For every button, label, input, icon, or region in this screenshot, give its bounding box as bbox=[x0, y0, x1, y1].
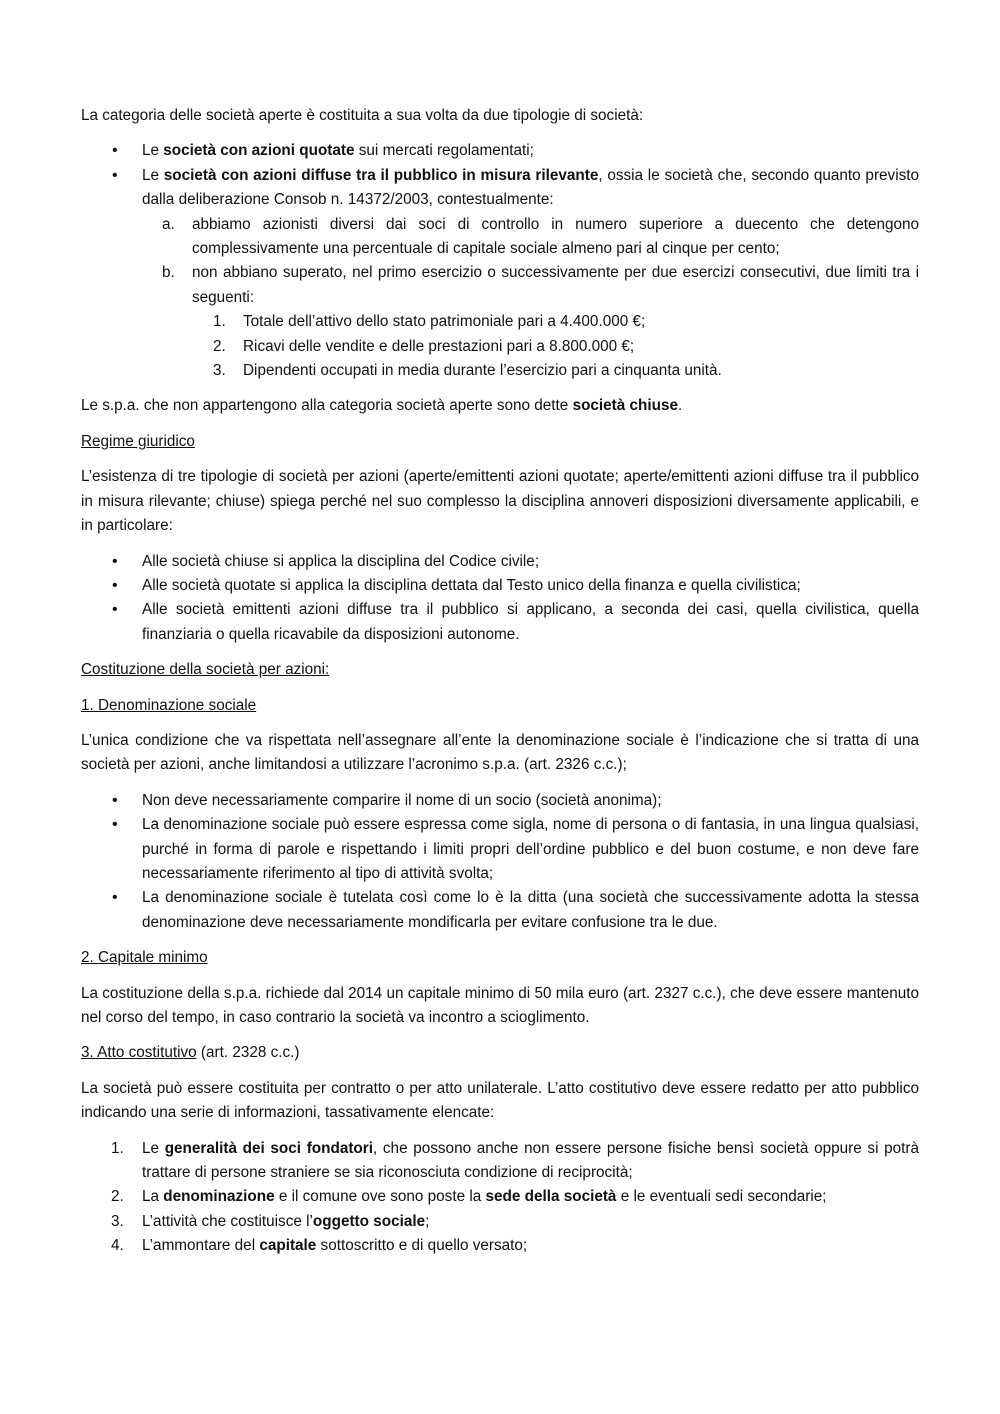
bold-term: società con azioni diffuse tra il pubblico in misura rilevante bbox=[163, 166, 599, 184]
regime-list bbox=[81, 550, 919, 648]
regime-paragraph: L’esistenza di tre tipologie di società per azioni (aperte/emittenti azioni quotate; aperte/emittenti azioni diffuse tra il pubblico in misura rilevante; chiuse) spiega perché nel suo complesso la disciplina annoveri disposizioni diversamente applicabili, e in particolare: bbox=[81, 468, 919, 535]
list-item bbox=[81, 359, 919, 383]
text-span: , che possono anche non essere persone fisiche bensì società oppure si potrà trattare di persone straniere se sia riconosciuta condizione di reciprocità; bbox=[142, 1139, 920, 1182]
consob-conditions-list bbox=[142, 213, 919, 384]
text-span: Totale dell’attivo dello stato patrimoniale pari a 4.400.000 €; bbox=[243, 313, 646, 331]
list-marker: 2. bbox=[111, 1188, 124, 1206]
bold-term: società con azioni quotate bbox=[163, 142, 355, 160]
bold-term: generalità dei soci fondatori bbox=[164, 1139, 373, 1157]
text-span: Dipendenti occupati in media durante l’esercizio pari a cinquanta unità. bbox=[243, 362, 722, 380]
list-marker: a. bbox=[162, 215, 175, 233]
denominazione-list bbox=[81, 789, 919, 935]
text-span: abbiamo azionisti diversi dai soci di controllo in numero superiore a duecento che detengono complessivamente una percentuale di capitale sociale almeno pari al cinque per cento; bbox=[192, 215, 919, 258]
bold-term: denominazione bbox=[163, 1188, 275, 1206]
list-item bbox=[81, 310, 919, 334]
heading-text: Regime giuridico bbox=[81, 432, 195, 450]
denominazione-paragraph: L’unica condizione che va rispettata nell’assegnare all’ente la denominazione sociale è l’indicazione che si tratta di una società per azioni, anche limitandosi a utilizzare l’acronimo s.p.a. (art. 2326 c.c.); bbox=[81, 731, 919, 774]
atto-paragraph: La società può essere costituita per contratto o per atto unilaterale. L’atto costitutivo deve essere redatto per atto pubblico indicando una serie di informazioni, tassativamente elencate: bbox=[81, 1079, 919, 1122]
list-item bbox=[81, 213, 919, 262]
list-item bbox=[81, 1137, 919, 1186]
capitale-paragraph: La costituzione della s.p.a. richiede dal 2014 un capitale minimo di 50 mila euro (art. 2327 c.c.), che deve essere mantenuto nel corso del tempo, in caso contrario la società va incontro a scioglimento. bbox=[81, 984, 919, 1026]
bold-term: società chiuse bbox=[572, 397, 678, 415]
text-span: L’ammontare del bbox=[142, 1237, 260, 1255]
text-span: L’attività che costituisce l’ bbox=[142, 1212, 313, 1230]
list-marker: 1. bbox=[111, 1139, 124, 1157]
section-heading-regime bbox=[81, 430, 919, 454]
closed-companies-paragraph bbox=[81, 394, 919, 418]
bold-term: sede della società bbox=[485, 1188, 617, 1206]
text-span: La bbox=[142, 1188, 164, 1206]
heading-text: 3. Atto costitutivo bbox=[81, 1044, 197, 1062]
intro-paragraph: La categoria delle società aperte è costituita a sua volta da due tipologie di società: bbox=[81, 107, 644, 124]
text-span: e il comune ove sono poste la bbox=[274, 1188, 486, 1206]
text-span: sui mercati regolamentati; bbox=[354, 142, 534, 160]
text-span: Le s.p.a. che non appartengono alla categoria società aperte sono dette bbox=[81, 397, 573, 415]
section-heading-costituzione bbox=[81, 658, 919, 682]
text-span: . bbox=[678, 397, 683, 415]
heading-text: Costituzione della società per azioni: bbox=[81, 661, 330, 679]
list-marker: 4. bbox=[111, 1237, 124, 1255]
list-item: • La denominazione sociale è tutelata così come lo è la ditta (una società che successivamente adotta la stessa denominazione deve necessariamente mondificarla per evitare confusione tra le due. bbox=[81, 886, 919, 935]
atto-contents-list bbox=[81, 1137, 919, 1259]
text-span: e le eventuali sedi secondarie; bbox=[616, 1188, 827, 1206]
heading-text: 2. Capitale minimo bbox=[81, 949, 208, 967]
heading-text: 1. Denominazione sociale bbox=[81, 696, 257, 714]
text-span: Le bbox=[142, 166, 164, 184]
list-item bbox=[81, 1210, 919, 1234]
heading-suffix: (art. 2328 c.c.) bbox=[196, 1044, 300, 1062]
text-span: non abbiano superato, nel primo esercizio o successivamente per due esercizi consecutivi, due limiti tra i seguenti: bbox=[192, 264, 919, 306]
list-marker: 2. bbox=[213, 337, 226, 355]
list-marker: 3. bbox=[111, 1212, 124, 1230]
list-item: • Alle società chiuse si applica la disciplina del Codice civile; bbox=[81, 550, 919, 574]
section-heading-atto bbox=[81, 1041, 919, 1065]
list-item bbox=[81, 335, 919, 359]
text-span: , ossia le società che, secondo quanto previsto dalla deliberazione Consob n. 14372/2003, contestualmente: bbox=[142, 166, 919, 209]
list-item bbox=[81, 1234, 919, 1258]
text-span: sottoscritto e di quello versato; bbox=[316, 1237, 528, 1255]
text-span: Le bbox=[142, 142, 164, 160]
text-span: Ricavi delle vendite e delle prestazioni pari a 8.800.000 €; bbox=[243, 337, 635, 355]
list-marker: 1. bbox=[213, 313, 226, 331]
open-company-types-list bbox=[81, 139, 919, 383]
list-marker: b. bbox=[162, 264, 175, 282]
list-item bbox=[81, 139, 919, 163]
section-heading-capitale bbox=[81, 946, 919, 970]
list-item bbox=[81, 261, 919, 383]
list-item: • Non deve necessariamente comparire il nome di un socio (società anonima); bbox=[81, 789, 919, 813]
list-item: • Alle società emittenti azioni diffuse tra il pubblico si applicano, a seconda dei casi, quella civilistica, quella finanziaria o quella ricavabile da disposizioni autonome. bbox=[81, 598, 919, 647]
text-span: Le bbox=[142, 1139, 165, 1157]
bold-term: oggetto sociale bbox=[312, 1212, 426, 1230]
list-item bbox=[81, 164, 919, 384]
list-item bbox=[81, 1185, 919, 1209]
section-heading-denominazione bbox=[81, 694, 919, 718]
list-item: • La denominazione sociale può essere espressa come sigla, nome di persona o di fantasia, in una lingua qualsiasi, purché in forma di parole e rispettando i limiti propri dell’ordine pubblico e del buon costume, e non deve fare necessariamente riferimento al tipo di attività svolta; bbox=[81, 813, 919, 886]
text-span: ; bbox=[425, 1212, 430, 1230]
list-marker: 3. bbox=[213, 362, 226, 380]
list-item: • Alle società quotate si applica la disciplina dettata dal Testo unico della finanza e quella civilistica; bbox=[81, 574, 919, 598]
bold-term: capitale bbox=[259, 1237, 317, 1255]
limits-list bbox=[192, 310, 919, 383]
